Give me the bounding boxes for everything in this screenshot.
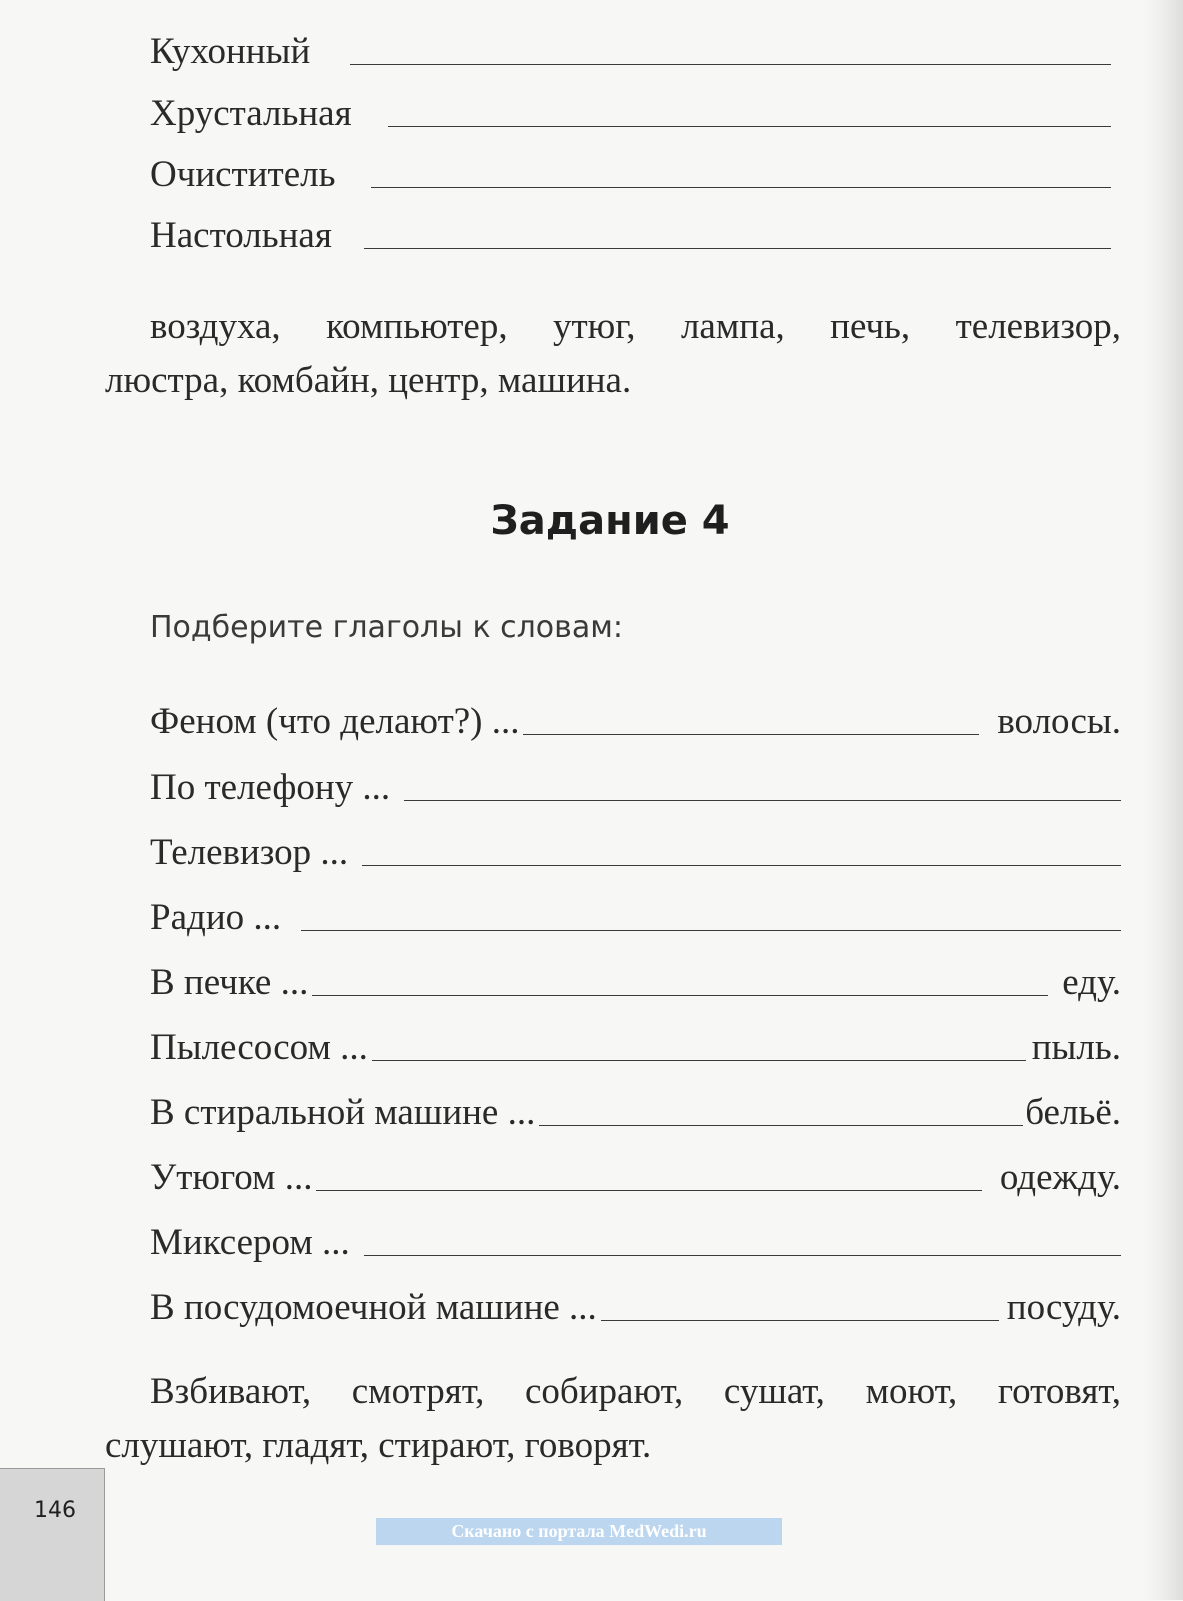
fill-row-iron bbox=[150, 1154, 1121, 1200]
row-object: пыль. bbox=[1031, 1027, 1121, 1068]
fill-row-kitchen bbox=[150, 28, 1121, 74]
page-number-tab bbox=[0, 1468, 105, 1601]
row-prompt: Телевизор ... bbox=[150, 832, 349, 873]
row-object: еду. bbox=[1062, 962, 1121, 1003]
answer-blank[interactable] bbox=[301, 929, 1121, 931]
answer-blank[interactable] bbox=[601, 1319, 999, 1321]
task-instruction: Подберите глаголы к словам: bbox=[150, 610, 623, 645]
row-object: волосы. bbox=[997, 701, 1121, 742]
fill-row-crystal bbox=[150, 90, 1121, 136]
row-prompt: По телефону ... bbox=[150, 767, 391, 808]
word-bank-line-2: слушают, гладят, стирают, говорят. bbox=[105, 1425, 652, 1466]
row-object: бельё. bbox=[1025, 1092, 1121, 1133]
answer-blank[interactable] bbox=[316, 1189, 981, 1191]
row-object: одежду. bbox=[999, 1157, 1121, 1198]
task-heading: Задание 4 bbox=[490, 498, 730, 544]
page-edge-shadow bbox=[1143, 0, 1183, 1600]
row-prompt: Очиститель bbox=[150, 154, 336, 195]
download-watermark: Скачано с портала MedWedi.ru bbox=[376, 1518, 782, 1545]
row-prompt: Миксером ... bbox=[150, 1222, 350, 1263]
answer-blank[interactable] bbox=[539, 1124, 1023, 1126]
fill-row-vacuum bbox=[150, 1024, 1121, 1070]
answer-blank[interactable] bbox=[364, 247, 1111, 249]
fill-row-washing-machine bbox=[150, 1089, 1121, 1135]
word-bank-line-1: Взбивают, смотрят, собирают, сушат, моют, готовят, bbox=[150, 1371, 1121, 1412]
row-prompt: В печке ... bbox=[150, 962, 309, 1003]
row-prompt: В стиральной машине ... bbox=[150, 1092, 536, 1133]
answer-blank[interactable] bbox=[312, 994, 1048, 996]
task4-word-bank bbox=[105, 1365, 1121, 1473]
answer-blank[interactable] bbox=[372, 1059, 1026, 1061]
row-prompt: Хрустальная bbox=[150, 93, 352, 134]
page-number: 146 bbox=[34, 1498, 76, 1523]
answer-blank[interactable] bbox=[371, 186, 1111, 188]
row-object: посуду. bbox=[1006, 1287, 1121, 1328]
row-prompt: Кухонный bbox=[150, 31, 311, 72]
answer-blank[interactable] bbox=[364, 1254, 1121, 1256]
row-prompt: В посудомоечной машине ... bbox=[150, 1287, 597, 1328]
answer-blank[interactable] bbox=[404, 799, 1121, 801]
row-prompt: Радио ... bbox=[150, 897, 282, 938]
fill-row-oven bbox=[150, 959, 1121, 1005]
fill-row-desk bbox=[150, 212, 1121, 258]
fill-row-phone bbox=[150, 764, 1121, 810]
row-prompt: Утюгом ... bbox=[150, 1157, 313, 1198]
row-prompt: Феном (что делают?) ... bbox=[150, 701, 520, 742]
word-bank-line-2: люстра, комбайн, центр, машина. bbox=[105, 360, 632, 401]
fill-row-dishwasher bbox=[150, 1284, 1121, 1330]
row-prompt: Пылесосом ... bbox=[150, 1027, 368, 1068]
task3-word-bank bbox=[105, 300, 1121, 408]
answer-blank[interactable] bbox=[388, 125, 1111, 127]
fill-row-mixer bbox=[150, 1219, 1121, 1265]
row-prompt: Настольная bbox=[150, 215, 332, 256]
word-bank-line-1: воздуха, компьютер, утюг, лампа, печь, телевизор, bbox=[150, 306, 1121, 347]
fill-row-radio bbox=[150, 894, 1121, 940]
answer-blank[interactable] bbox=[362, 864, 1121, 866]
fill-row-cleaner bbox=[150, 151, 1121, 197]
answer-blank[interactable] bbox=[523, 733, 979, 735]
fill-row-tv bbox=[150, 829, 1121, 875]
answer-blank[interactable] bbox=[350, 63, 1111, 65]
fill-row-hairdryer bbox=[150, 698, 1121, 744]
